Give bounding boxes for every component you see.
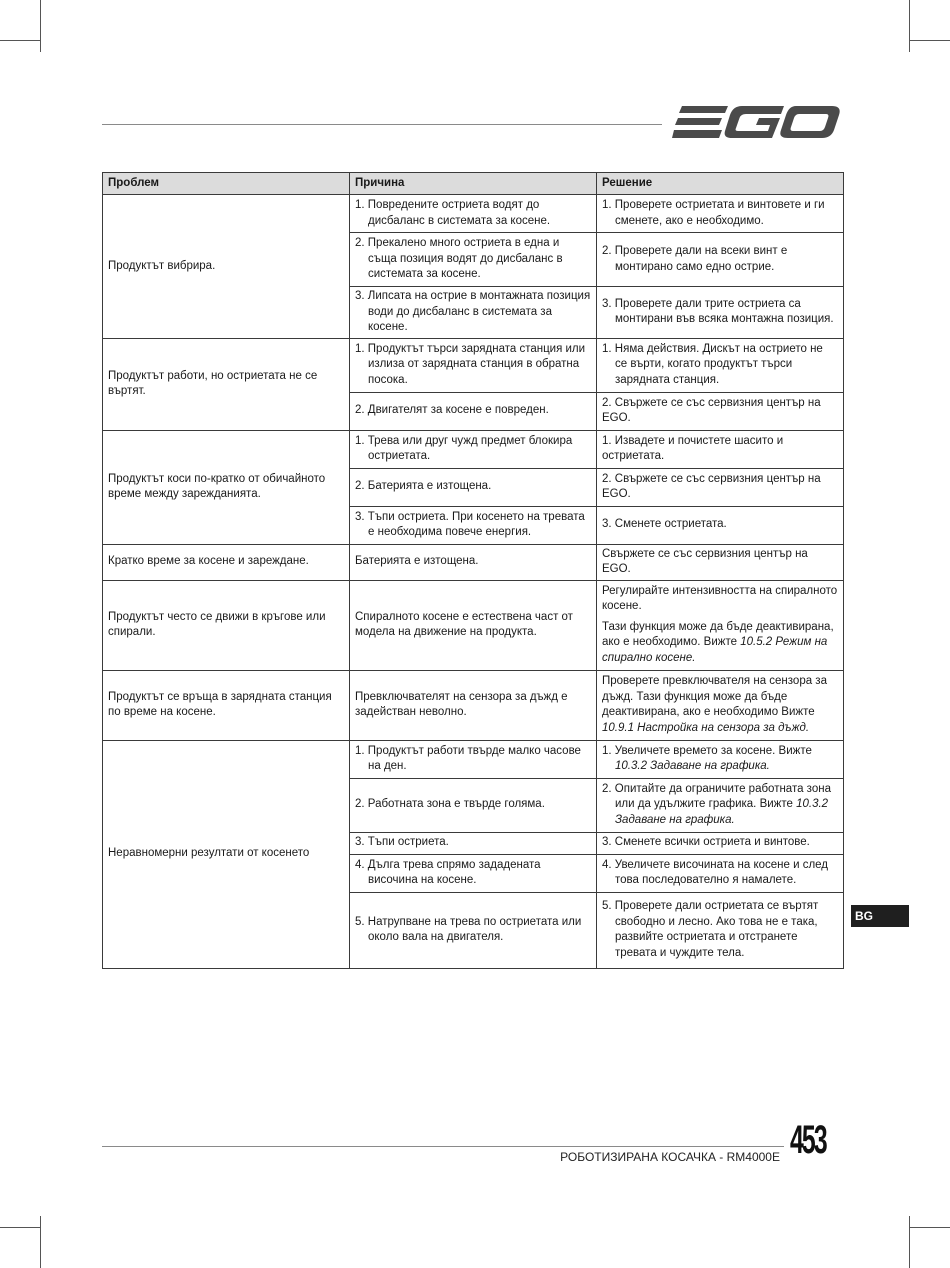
solution-text-main: 1. Увеличете времето за косене. Вижте bbox=[602, 744, 812, 757]
solution-text: 5. Проверете дали остриетата се въртят свободно и лесно. Ако това не е така, развийте остриетата и отстранете тревата и чуждите тела. bbox=[602, 900, 819, 959]
cause-cell bbox=[350, 832, 597, 854]
ego-logo bbox=[672, 103, 844, 143]
column-header-problem: Проблем bbox=[103, 173, 350, 195]
solution-text: 3. Сменете всички остриета и винтове. bbox=[602, 836, 810, 849]
column-header-cause: Причина bbox=[350, 173, 597, 195]
cause-cell bbox=[350, 506, 597, 544]
table-row bbox=[103, 740, 844, 778]
cause-cell bbox=[350, 195, 597, 233]
solution-text: Регулирайте интензивността на спиралното косене. bbox=[602, 584, 838, 613]
header-rule bbox=[102, 124, 662, 125]
section-reference: 10.3.2 Задаване на графика. bbox=[615, 760, 770, 772]
table-row bbox=[103, 430, 844, 468]
cause-cell bbox=[350, 392, 597, 430]
solution-text: 4. Увеличете височината на косене и след това последователно я намалете. bbox=[602, 858, 829, 886]
solution-text: 1. Проверете остриетата и винтовете и ги сменете, ако е необходимо. bbox=[602, 199, 825, 227]
crop-mark bbox=[909, 1216, 910, 1268]
solution-cell: 1. Извадете и почистете шасито и остриетата. bbox=[597, 430, 844, 468]
cause-cell bbox=[350, 233, 597, 287]
cause-text: 2. Батерията е изтощена. bbox=[355, 480, 492, 493]
section-reference: 10.5.2 Режим на спирално косене. bbox=[602, 636, 828, 664]
cause-cell bbox=[350, 854, 597, 892]
cause-cell bbox=[350, 338, 597, 392]
solution-text bbox=[602, 744, 838, 775]
solution-cell: 2. Свържете се със сервизния център на EGO. bbox=[597, 468, 844, 506]
table-row bbox=[103, 580, 844, 670]
solution-cell bbox=[597, 832, 844, 854]
page-number: 453 bbox=[790, 1118, 826, 1162]
problem-cell: Продуктът често се движи в кръгове или спирали. bbox=[103, 580, 350, 670]
table-row bbox=[103, 544, 844, 580]
table-row bbox=[103, 338, 844, 392]
cause-text: 2. Работната зона е твърде голяма. bbox=[355, 798, 545, 811]
problem-cell: Продуктът се връща в зарядната станция по време на косене. bbox=[103, 670, 350, 740]
table-row bbox=[103, 195, 844, 233]
crop-mark bbox=[909, 40, 950, 41]
cause-text: 3. Тъпи остриета. При косенето на тревата е необходима повече енергия. bbox=[355, 510, 585, 538]
problem-cell: Продуктът коси по-кратко от обичайното време между зарежданията. bbox=[103, 430, 350, 544]
solution-cell: Свържете се със сервизния център на EGO. bbox=[597, 544, 844, 580]
column-header-solution: Решение bbox=[597, 173, 844, 195]
solution-text: Проверете превключвателя на сензора за дъжд. Тази функция може да бъде деактивирана, ако е необходимо Вижте bbox=[602, 675, 827, 718]
crop-mark bbox=[0, 40, 40, 41]
solution-text-main: 2. Опитайте да ограничите работната зона или да удължите графика. Вижте bbox=[602, 782, 831, 811]
solution-cell bbox=[597, 778, 844, 832]
solution-cell: 2. Свържете се със сервизния център на EGO. bbox=[597, 392, 844, 430]
solution-cell bbox=[597, 740, 844, 778]
cause-cell bbox=[350, 468, 597, 506]
cause-text: 3. Тъпи остриета. bbox=[355, 836, 449, 849]
solution-text bbox=[602, 782, 838, 829]
cause-text: 1. Продуктът работи твърде малко часове на ден. bbox=[355, 744, 581, 772]
table-row bbox=[103, 670, 844, 740]
solution-cell bbox=[597, 195, 844, 233]
cause-text: 4. Дълга трева спрямо зададената височина на косене. bbox=[355, 858, 541, 886]
solution-cell bbox=[597, 338, 844, 392]
language-tab: BG bbox=[851, 905, 909, 927]
problem-cell: Продуктът работи, но остриетата не се въртят. bbox=[103, 338, 350, 430]
solution-text: 2. Проверете дали на всеки винт е монтирано само едно острие. bbox=[602, 245, 788, 273]
cause-cell bbox=[350, 287, 597, 339]
crop-mark bbox=[40, 1216, 41, 1268]
solution-note-text: Тази функция може да бъде деактивирана, ако е необходимо. Вижте bbox=[602, 620, 834, 649]
solution-note bbox=[602, 620, 838, 667]
cause-cell: Превключвателят на сензора за дъжд е задействан неволно. bbox=[350, 670, 597, 740]
solution-cell bbox=[597, 854, 844, 892]
problem-cell: Неравномерни резултати от косенето bbox=[103, 740, 350, 968]
footer-title: РОБОТИЗИРАНА КОСАЧКА - RM4000E bbox=[560, 1150, 780, 1164]
cause-text: 1. Повредените остриета водят до дисбаланс в системата за косене. bbox=[355, 199, 551, 227]
solution-cell bbox=[597, 892, 844, 968]
solution-text: 1. Няма действия. Дискът на острието не се върти, когато продуктът търси зарядната станция. bbox=[602, 342, 823, 386]
solution-cell bbox=[597, 287, 844, 339]
cause-text: 3. Липсата на острие в монтажната позиция води до дисбаланс в системата за косене. bbox=[355, 290, 591, 333]
cause-cell bbox=[350, 430, 597, 468]
cause-cell bbox=[350, 740, 597, 778]
problem-cell: Кратко време за косене и зареждане. bbox=[103, 544, 350, 580]
cause-cell bbox=[350, 892, 597, 968]
solution-cell bbox=[597, 233, 844, 287]
solution-text: 3. Проверете дали трите остриета са монтирани във всяка монтажна позиция. bbox=[602, 297, 834, 326]
section-reference: 10.3.2 Задаване на графика. bbox=[615, 798, 829, 826]
crop-mark bbox=[909, 0, 910, 52]
cause-text: 1. Трева или друг чужд предмет блокира остриетата. bbox=[355, 434, 573, 462]
cause-cell: Батерията е изтощена. bbox=[350, 544, 597, 580]
cause-text: 1. Продуктът търси зарядната станция или излиза от зарядната станция в обратна посока. bbox=[355, 342, 586, 386]
cause-text: 5. Натрупване на трева по остриетата или около вала на двигателя. bbox=[355, 915, 582, 943]
table-header-row bbox=[103, 173, 844, 195]
cause-cell: Спиралното косене е естествена част от модела на движение на продукта. bbox=[350, 580, 597, 670]
solution-cell bbox=[597, 670, 844, 740]
cause-text: 2. Прекалено много остриета в една и съща позиция водят до дисбаланс в системата за косене. bbox=[355, 237, 563, 281]
solution-cell: 3. Сменете остриетата. bbox=[597, 506, 844, 544]
troubleshooting-table bbox=[102, 172, 844, 969]
footer-rule bbox=[102, 1146, 784, 1147]
cause-text: 2. Двигателят за косене е повреден. bbox=[355, 404, 549, 417]
problem-cell: Продуктът вибрира. bbox=[103, 195, 350, 339]
crop-mark bbox=[40, 0, 41, 52]
cause-cell bbox=[350, 778, 597, 832]
section-reference: 10.9.1 Настройка на сензора за дъжд. bbox=[602, 721, 810, 734]
crop-mark bbox=[0, 1227, 40, 1228]
crop-mark bbox=[909, 1227, 950, 1228]
solution-cell bbox=[597, 580, 844, 670]
